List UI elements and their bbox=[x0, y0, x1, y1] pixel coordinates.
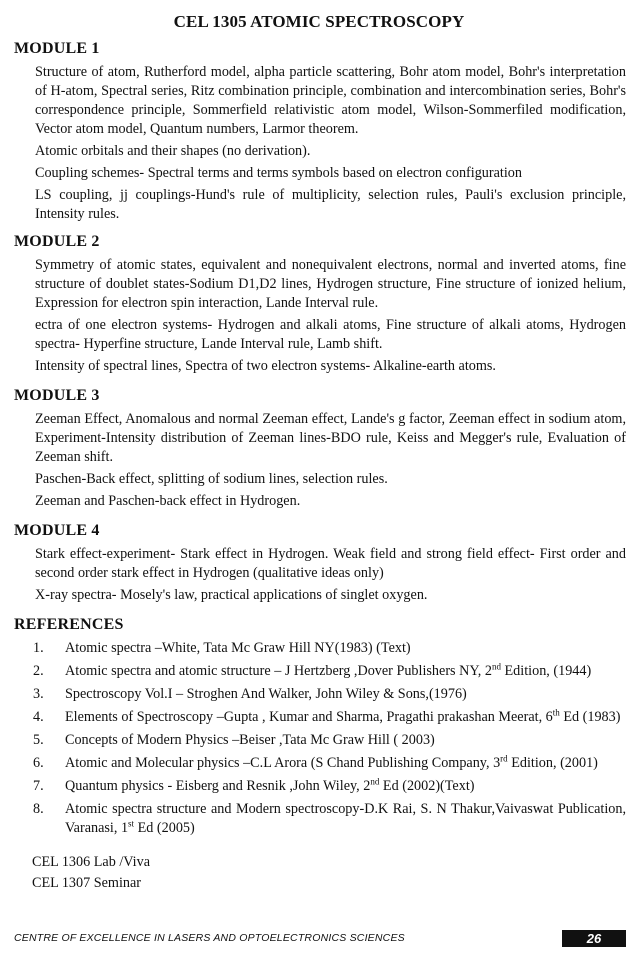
reference-text: Atomic spectra structure and Modern spectroscopy-D.K Rai, S. N Thakur,Vaivaswat Publication, Varanasi, 1st Ed (2005) bbox=[65, 801, 626, 836]
module-3 bbox=[14, 387, 626, 511]
reference-item bbox=[14, 662, 626, 681]
reference-number: 3. bbox=[33, 686, 44, 702]
page-footer bbox=[14, 930, 626, 948]
reference-item bbox=[14, 639, 626, 658]
reference-text: Concepts of Modern Physics –Beiser ,Tata Mc Graw Hill ( 2003) bbox=[65, 732, 435, 748]
module-paragraph: ectra of one electron systems- Hydrogen and alkali atoms, Fine structure of alkali atoms, Hydrogen spectra- Hyperfine structure, Lande Interval rule, Lamb shift. bbox=[35, 317, 626, 352]
reference-item bbox=[14, 685, 626, 704]
reference-number: 7. bbox=[33, 778, 44, 794]
reference-text: Atomic spectra –White, Tata Mc Graw Hill NY(1983) (Text) bbox=[65, 640, 411, 656]
module-paragraph: Structure of atom, Rutherford model, alpha particle scattering, Bohr atom model, Bohr's interpretation of H-atom, Spectral series, Ritz combination principle, combination and intercombination series, Bohr's correspondence principle, Sommerfield relativistic atom model, Wilson-Sommerfiled modification, Vector atom model, Quantum numbers, Larmor theorem. bbox=[35, 64, 626, 137]
reference-number: 5. bbox=[33, 732, 44, 748]
reference-text: Quantum physics - Eisberg and Resnik ,John Wiley, 2nd Ed (2002)(Text) bbox=[65, 776, 475, 794]
references-heading: REFERENCES bbox=[14, 616, 124, 633]
reference-item bbox=[14, 754, 626, 773]
reference-text: Spectroscopy Vol.I – Stroghen And Walker, John Wiley & Sons,(1976) bbox=[65, 686, 467, 702]
page-title: CEL 1305 ATOMIC SPECTROSCOPY bbox=[173, 12, 465, 31]
reference-text: Atomic and Molecular physics –C.L Arora (S Chand Publishing Company, 3rd Edition, (2001) bbox=[65, 753, 598, 771]
reference-item bbox=[14, 800, 626, 838]
reference-item bbox=[14, 708, 626, 727]
additional-courses bbox=[14, 852, 626, 894]
module-1 bbox=[14, 40, 626, 224]
references-section bbox=[14, 616, 626, 838]
module-paragraph: Paschen-Back effect, splitting of sodium lines, selection rules. bbox=[35, 471, 388, 487]
module-4 bbox=[14, 522, 626, 605]
module-paragraph: Zeeman and Paschen-back effect in Hydrogen. bbox=[35, 493, 301, 509]
reference-item bbox=[14, 777, 626, 796]
module-heading: MODULE 1 bbox=[14, 40, 100, 57]
module-paragraph: Stark effect-experiment- Stark effect in Hydrogen. Weak field and strong field effect- First order and second order stark effect in Hydrogen (qualitative ideas only) bbox=[35, 546, 626, 581]
reference-number: 8. bbox=[33, 801, 44, 817]
reference-text: Atomic spectra and atomic structure – J Hertzberg ,Dover Publishers NY, 2nd Edition, (1944) bbox=[65, 661, 592, 679]
reference-number: 4. bbox=[33, 709, 44, 725]
module-paragraph: LS coupling, jj couplings-Hund's rule of multiplicity, selection rules, Pauli's exclusion principle, Intensity rules. bbox=[35, 187, 626, 222]
reference-text: Elements of Spectroscopy –Gupta , Kumar and Sharma, Pragathi prakashan Meerat, 6th Ed (1983) bbox=[65, 707, 621, 725]
module-paragraph: Intensity of spectral lines, Spectra of two electron systems- Alkaline-earth atoms. bbox=[35, 358, 496, 374]
course-line: CEL 1306 Lab /Viva bbox=[32, 854, 151, 870]
page-number: 26 bbox=[562, 930, 626, 947]
module-heading: MODULE 2 bbox=[14, 233, 100, 250]
reference-item bbox=[14, 731, 626, 750]
module-paragraph: Atomic orbitals and their shapes (no derivation). bbox=[35, 143, 311, 159]
footer-text: CENTRE OF EXCELLENCE IN LASERS AND OPTOELECTRONICS SCIENCES bbox=[14, 932, 405, 944]
module-heading: MODULE 3 bbox=[14, 387, 100, 404]
reference-number: 1. bbox=[33, 640, 44, 656]
reference-number: 6. bbox=[33, 755, 44, 771]
module-paragraph: Coupling schemes- Spectral terms and terms symbols based on electron configuration bbox=[35, 165, 522, 181]
syllabus-content bbox=[14, 40, 626, 894]
course-line: CEL 1307 Seminar bbox=[32, 875, 142, 891]
module-paragraph: Zeeman Effect, Anomalous and normal Zeeman effect, Lande's g factor, Zeeman effect in sodium atom, Experiment-Intensity distribution of Zeeman lines-BDO rule, Keiss and Megger's rule, Evaluation of Zeeman shift. bbox=[35, 411, 626, 465]
reference-number: 2. bbox=[33, 663, 44, 679]
module-heading: MODULE 4 bbox=[14, 522, 100, 539]
references-list bbox=[14, 639, 626, 838]
module-2 bbox=[14, 233, 626, 376]
module-paragraph: X-ray spectra- Mosely's law, practical applications of singlet oxygen. bbox=[35, 587, 428, 603]
module-paragraph: Symmetry of atomic states, equivalent and nonequivalent electrons, normal and inverted atoms, fine structure of doublet states-Sodium D1,D2 lines, Hydrogen structure, Fine structure of ionized helium, Expression for electron spin interaction, Lande Interval rule. bbox=[35, 257, 626, 311]
